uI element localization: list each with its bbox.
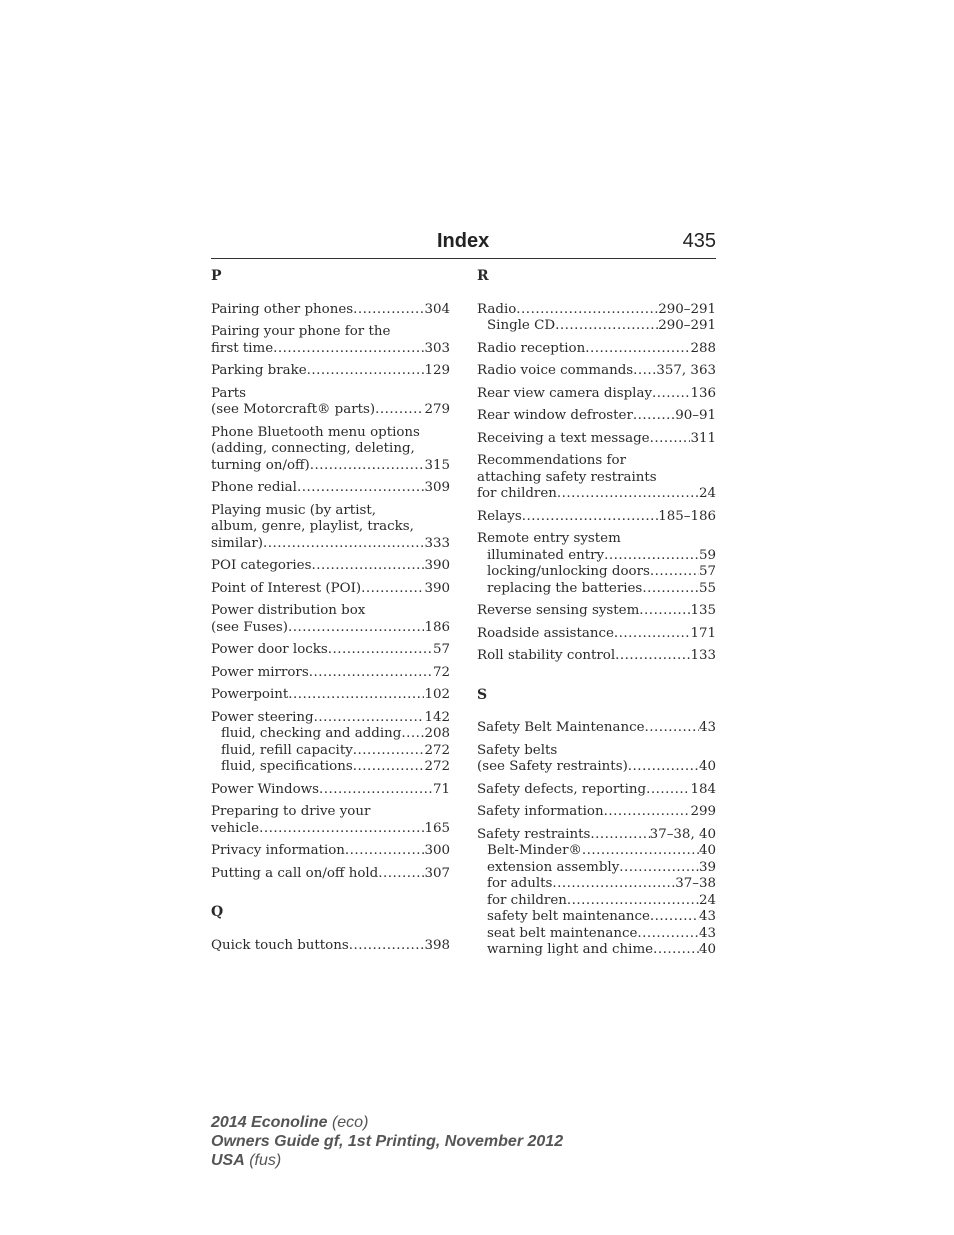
entry-page-number: 304	[424, 301, 450, 317]
index-entry-line	[211, 519, 450, 536]
entry-text: Point of Interest (POI)	[211, 580, 362, 596]
index-subentry	[211, 743, 450, 760]
entry-text: Safety belts	[477, 742, 558, 758]
index-entry	[211, 503, 450, 553]
entry-page-number: 72	[432, 664, 450, 680]
entry-page-number: 208	[424, 726, 450, 741]
entry-page-number: 129	[424, 363, 450, 378]
entry-text: Reverse sensing system	[477, 603, 640, 618]
entry-text: (see Safety restraints)	[477, 759, 628, 774]
index-subentry	[211, 726, 450, 743]
dot-leader	[288, 687, 424, 704]
dot-leader	[307, 363, 425, 380]
entry-text: attaching safety restraints	[477, 469, 657, 485]
entry-page-number: 57	[698, 564, 716, 579]
index-entry-line	[211, 938, 450, 955]
index-entry	[211, 866, 450, 883]
index-entry-line	[211, 710, 450, 727]
dot-leader	[310, 458, 425, 475]
entry-page-number: 59	[698, 547, 716, 563]
entry-page-number: 300	[424, 843, 450, 858]
index-entry	[477, 302, 716, 335]
entry-page-number: 135	[690, 603, 716, 618]
index-entry	[211, 843, 450, 860]
entry-text: Belt-Minder®	[487, 843, 582, 858]
entry-text: Safety information	[477, 804, 604, 819]
entry-text: Pairing other phones	[211, 301, 354, 317]
dot-leader	[361, 581, 424, 598]
index-entry-line	[477, 603, 716, 620]
index-entry	[211, 603, 450, 636]
index-entry-line	[477, 470, 716, 487]
dot-leader	[314, 710, 425, 727]
entry-page-number: 315	[424, 457, 450, 473]
entry-text: Radio voice commands	[477, 363, 634, 378]
dot-leader	[353, 302, 424, 319]
entry-page-number: 40	[698, 759, 716, 774]
dot-leader	[288, 620, 424, 637]
dot-leader	[375, 402, 424, 419]
index-entry	[477, 341, 716, 358]
dot-leader	[639, 603, 690, 620]
dot-leader	[590, 827, 649, 844]
index-entry-line	[211, 536, 450, 553]
entry-text: Rear window defroster	[477, 408, 633, 423]
footer-line-1	[211, 1113, 563, 1132]
index-entry	[477, 363, 716, 380]
index-entry-line	[211, 402, 450, 419]
index-entry	[211, 938, 450, 955]
dot-leader	[653, 942, 699, 959]
entry-text: warning light and chime	[487, 942, 654, 957]
entry-text: Safety defects, reporting	[477, 781, 647, 797]
entry-page-number: 165	[424, 820, 450, 836]
index-subentry	[477, 926, 716, 943]
dot-leader	[401, 726, 424, 743]
entry-page-number: 357, 363	[656, 363, 716, 378]
index-entry	[211, 302, 450, 319]
dot-leader	[552, 876, 675, 893]
index-entry-line	[477, 486, 716, 503]
dot-leader	[555, 318, 658, 335]
dot-leader	[273, 341, 424, 358]
index-subentry	[477, 942, 716, 959]
entry-text: Putting a call on/off hold	[211, 865, 379, 881]
dot-leader	[642, 581, 699, 598]
index-entry	[477, 509, 716, 526]
index-subentry	[477, 548, 716, 565]
entry-page-number: 43	[698, 720, 716, 735]
dot-leader	[650, 564, 699, 581]
dot-leader	[604, 804, 691, 821]
dot-leader	[645, 720, 699, 737]
entry-text: Power distribution box	[211, 603, 366, 618]
index-entry-line	[211, 782, 450, 799]
index-entry	[477, 453, 716, 503]
entry-page-number: 57	[432, 642, 450, 657]
section-gap	[477, 671, 716, 687]
index-subentry	[477, 843, 716, 860]
index-subentry	[477, 893, 716, 910]
section-gap	[211, 888, 450, 904]
index-entry-line	[477, 302, 716, 319]
index-subentry	[477, 581, 716, 598]
entry-text: Single CD	[487, 318, 556, 333]
index-entry-line	[211, 642, 450, 659]
index-entry-line	[211, 480, 450, 497]
entry-text: Roll stability control	[477, 648, 616, 663]
entry-page-number: 272	[424, 759, 450, 774]
entry-text: Phone Bluetooth menu options	[211, 424, 420, 440]
entry-text: turning on/off)	[211, 457, 310, 473]
index-entry-line	[211, 843, 450, 860]
index-entry-line	[211, 866, 450, 883]
index-entry-line	[211, 363, 450, 380]
entry-page-number: 307	[424, 865, 450, 881]
footer-region-code: (fus)	[244, 1152, 282, 1169]
footer-model-code: (eco)	[327, 1114, 369, 1131]
dot-leader	[633, 363, 656, 380]
index-entry	[477, 743, 716, 776]
index-entry	[477, 782, 716, 799]
entry-text: Power Windows	[211, 781, 319, 797]
entry-text: locking/unlocking doors	[487, 564, 650, 579]
entry-page-number: 37–38, 40	[649, 826, 716, 842]
entry-page-number: 43	[698, 909, 716, 924]
index-entry-line	[211, 324, 450, 341]
index-entry-line	[211, 804, 450, 821]
entry-text: Roadside assistance	[477, 625, 614, 641]
index-entry-line	[477, 386, 716, 403]
entry-page-number: 40	[698, 942, 716, 957]
index-entry-line	[211, 425, 450, 442]
dot-leader	[516, 302, 658, 319]
entry-page-number: 272	[424, 742, 450, 758]
dot-leader	[628, 759, 699, 776]
entry-text: album, genre, playlist, tracks,	[211, 519, 414, 534]
entry-text: Powerpoint	[211, 687, 289, 702]
index-entry-line	[211, 341, 450, 358]
entry-page-number: 24	[698, 892, 716, 908]
entry-page-number: 333	[424, 535, 450, 551]
index-entry-line	[477, 431, 716, 448]
index-entry	[211, 363, 450, 380]
index-entry-line	[211, 581, 450, 598]
entry-text: first time	[211, 340, 274, 356]
dot-leader	[259, 821, 424, 838]
index-entry-line	[477, 720, 716, 737]
entry-page-number: 185–186	[658, 508, 716, 524]
entry-text: safety belt maintenance	[487, 909, 650, 924]
index-entry	[211, 425, 450, 475]
entry-page-number: 309	[424, 480, 450, 495]
entry-page-number: 43	[698, 925, 716, 941]
entry-page-number: 90–91	[675, 408, 716, 423]
entry-text: for children	[487, 892, 567, 908]
dot-leader	[557, 486, 699, 503]
section-letter: R	[477, 268, 489, 284]
index-entry	[477, 626, 716, 643]
entry-page-number: 390	[424, 558, 450, 573]
dot-leader	[309, 665, 433, 682]
index-entry-line	[211, 665, 450, 682]
index-entry-line	[211, 302, 450, 319]
entry-page-number: 311	[690, 430, 716, 446]
entry-text: Pairing your phone for the	[211, 324, 391, 339]
index-entry-line	[477, 509, 716, 526]
dot-leader	[633, 408, 675, 425]
entry-text: Radio	[477, 301, 517, 317]
entry-text: for adults	[487, 876, 553, 891]
entry-page-number: 71	[432, 781, 450, 797]
entry-page-number: 398	[424, 937, 450, 953]
entry-page-number: 24	[698, 486, 716, 501]
entry-page-number: 303	[424, 340, 450, 356]
entry-text: (see Fuses)	[211, 619, 289, 635]
dot-leader	[297, 480, 424, 497]
index-entry	[477, 648, 716, 665]
dot-leader	[650, 431, 691, 448]
dot-leader	[604, 548, 699, 565]
entry-text: seat belt maintenance	[487, 925, 638, 941]
entry-text: Relays	[477, 508, 522, 524]
entry-page-number: 39	[698, 859, 716, 875]
index-entry-line	[211, 821, 450, 838]
index-entry-line	[477, 827, 716, 844]
entry-text: (see Motorcraft® parts)	[211, 402, 376, 417]
dot-leader	[615, 648, 690, 665]
entry-text: fluid, refill capacity	[221, 742, 353, 758]
entry-text: POI categories	[211, 558, 312, 573]
footer-line-2	[211, 1132, 563, 1151]
entry-page-number: 184	[690, 781, 716, 797]
entry-text: extension assembly	[487, 859, 620, 875]
entry-text: Power steering	[211, 709, 314, 725]
entry-text: Rear view camera display	[477, 385, 653, 401]
index-entry	[211, 386, 450, 419]
entry-text: Parking brake	[211, 363, 307, 378]
index-entry	[477, 408, 716, 425]
index-subentry	[211, 759, 450, 776]
index-subentry	[477, 909, 716, 926]
entry-text: Quick touch buttons	[211, 937, 349, 953]
footer-guide: Owners Guide gf, 1st Printing, November 2012	[211, 1133, 564, 1150]
index-subentry	[477, 876, 716, 893]
entry-text: Playing music (by artist,	[211, 502, 376, 518]
dot-leader	[567, 893, 699, 910]
index-entry-line	[211, 441, 450, 458]
index-entry-line	[477, 759, 716, 776]
page-number: 435	[682, 230, 716, 252]
entry-text: Radio reception	[477, 340, 586, 356]
page-title: Index	[437, 230, 490, 252]
index-entry	[477, 386, 716, 403]
index-entry	[211, 804, 450, 837]
dot-leader	[614, 626, 691, 643]
entry-text: fluid, checking and adding	[221, 726, 402, 741]
section-letter: S	[477, 686, 488, 703]
entry-page-number: 102	[424, 687, 450, 702]
index-entry	[477, 531, 716, 597]
dot-leader	[637, 926, 699, 943]
entry-page-number: 279	[424, 402, 450, 417]
index-entry-line	[477, 453, 716, 470]
dot-leader	[349, 938, 425, 955]
dot-leader	[345, 843, 425, 860]
index-entry	[211, 710, 450, 776]
entry-text: Phone redial	[211, 480, 297, 495]
dot-leader	[652, 386, 690, 403]
section-letter: Q	[211, 904, 224, 920]
entry-page-number: 142	[424, 709, 450, 725]
entry-text: Power door locks	[211, 642, 328, 657]
entry-text: illuminated entry	[487, 547, 605, 563]
dot-leader	[319, 782, 433, 799]
entry-page-number: 40	[698, 843, 716, 858]
entry-text: Privacy information	[211, 843, 345, 858]
index-entry-line	[211, 503, 450, 520]
entry-page-number: 390	[424, 580, 450, 596]
index-entry-line	[477, 341, 716, 358]
section-letter: P	[211, 268, 222, 284]
entry-page-number: 136	[690, 385, 716, 401]
index-entry-line	[477, 408, 716, 425]
entry-text: fluid, specifications	[221, 759, 353, 774]
dot-leader	[378, 866, 424, 883]
index-entry	[477, 720, 716, 737]
dot-leader	[582, 843, 699, 860]
entry-page-number: 186	[424, 619, 450, 635]
index-entry-line	[211, 603, 450, 620]
entry-page-number: 288	[690, 340, 716, 356]
index-entry	[211, 558, 450, 575]
index-subentry	[477, 860, 716, 877]
entry-text: vehicle	[211, 820, 260, 836]
entry-page-number: 133	[690, 648, 716, 663]
footer-region: USA	[211, 1152, 245, 1169]
dot-leader	[522, 509, 658, 526]
entry-text: (adding, connecting, deleting,	[211, 441, 415, 456]
index-entry-line	[477, 363, 716, 380]
dot-leader	[619, 860, 699, 877]
index-subentry	[477, 318, 716, 335]
entry-text: Safety restraints	[477, 826, 591, 842]
index-entry	[211, 665, 450, 682]
entry-text: Safety Belt Maintenance	[477, 720, 645, 735]
dot-leader	[311, 558, 424, 575]
entry-text: Parts	[211, 385, 247, 401]
index-entry-line	[477, 626, 716, 643]
entry-page-number: 55	[698, 580, 716, 596]
index-entry	[211, 642, 450, 659]
index-entry	[211, 480, 450, 497]
entry-text: for children	[477, 486, 557, 501]
dot-leader	[353, 759, 425, 776]
index-entry-line	[211, 386, 450, 403]
dot-leader	[263, 536, 424, 553]
entry-page-number: 290–291	[658, 301, 716, 317]
dot-leader	[328, 642, 433, 659]
index-entry-line	[477, 648, 716, 665]
entry-text: similar)	[211, 535, 264, 551]
entry-page-number: 299	[690, 804, 716, 819]
entry-text: replacing the batteries	[487, 580, 643, 596]
index-column-right	[477, 268, 716, 965]
index-entry-line	[211, 687, 450, 704]
index-entry-line	[477, 743, 716, 760]
dot-leader	[585, 341, 690, 358]
index-column-left	[211, 268, 450, 960]
entry-text: Preparing to drive your	[211, 804, 371, 819]
index-entry	[477, 603, 716, 620]
index-entry	[477, 431, 716, 448]
index-entry	[477, 804, 716, 821]
index-entry	[211, 324, 450, 357]
dot-leader	[650, 909, 699, 926]
index-entry-line	[211, 458, 450, 475]
index-entry-line	[477, 782, 716, 799]
entry-text: Power mirrors	[211, 664, 309, 680]
entry-page-number: 290–291	[658, 318, 716, 333]
entry-page-number: 171	[690, 625, 716, 641]
dot-leader	[353, 743, 425, 760]
index-subentry	[477, 564, 716, 581]
footer	[211, 1113, 563, 1170]
index-entry	[211, 782, 450, 799]
entry-page-number: 37–38	[675, 876, 716, 891]
entry-text: Recommendations for	[477, 453, 626, 468]
dot-leader	[646, 782, 690, 799]
index-entry-line	[477, 804, 716, 821]
footer-line-3	[211, 1151, 563, 1170]
page-header	[211, 228, 716, 259]
index-entry	[211, 687, 450, 704]
footer-model: 2014 Econoline	[211, 1114, 328, 1131]
index-entry	[477, 827, 716, 959]
entry-text: Receiving a text message	[477, 430, 650, 446]
index-entry	[211, 581, 450, 598]
index-entry-line	[211, 620, 450, 637]
index-entry-line	[211, 558, 450, 575]
entry-text: Remote entry system	[477, 531, 621, 546]
index-entry-line	[477, 531, 716, 548]
